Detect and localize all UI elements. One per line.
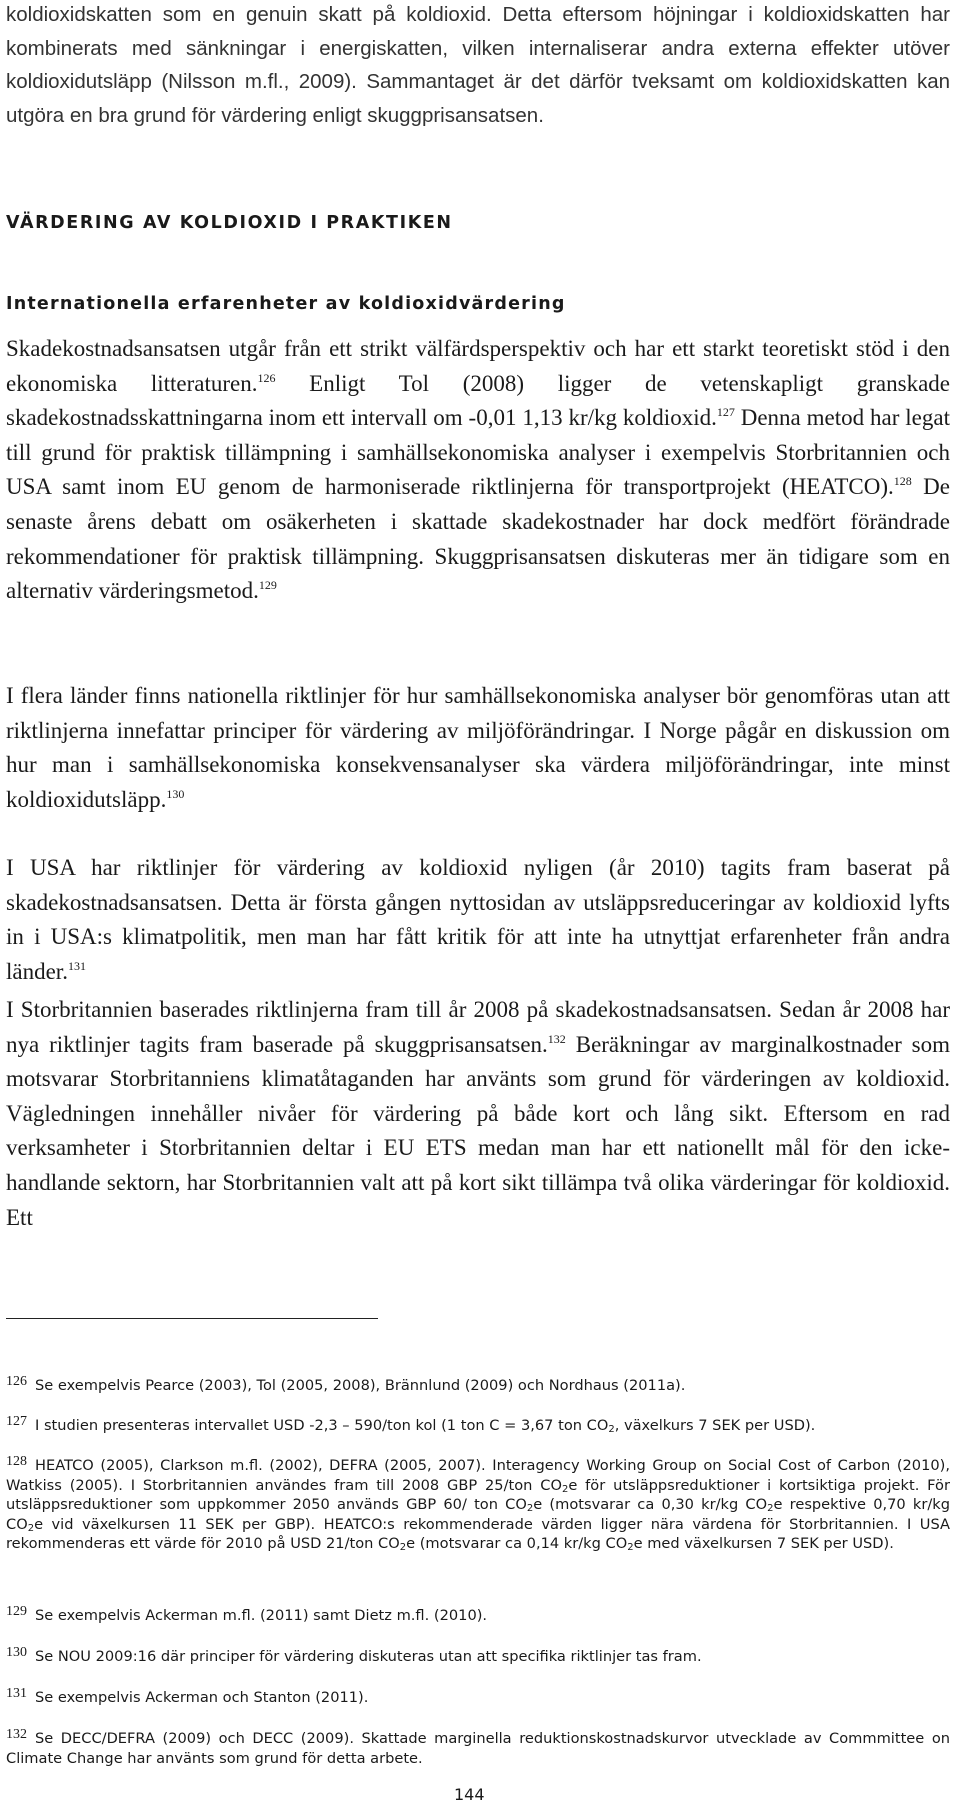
footnote-number: 132 (6, 1727, 27, 1742)
subscript: 2 (561, 1483, 569, 1495)
footnote-126 (6, 1376, 950, 1396)
body-paragraph-2 (6, 679, 950, 817)
subscript: 2 (526, 1503, 534, 1514)
footnote-131 (6, 1688, 950, 1708)
footnote-text: , växelkurs 7 SEK per USD). (614, 1417, 816, 1434)
footnote-130 (6, 1647, 950, 1667)
footnote-text: Se NOU 2009:16 där principer för värdering diskuteras utan att specifika riktlinjer tas fram. (35, 1648, 702, 1665)
body-paragraph-3 (6, 851, 950, 989)
footnote-number: 129 (6, 1604, 27, 1619)
body-paragraph-4 (6, 993, 950, 1235)
text-span: De senaste årens debatt om osäkerheten i skattade skadekostnader har dock medfört förändrade rekommendationer för praktisk tillämpning. Skuggprisansatsen diskuteras mer än tidigare som en alternativ värderingsmetod. (6, 474, 950, 604)
text-span: Enligt Tol (2008) ligger de vetenskapligt granskade skadekostnadsskattningarna inom ett intervall om -0,01 1,13 kr/kg koldioxid. (6, 370, 950, 431)
subsection-heading: Internationella erfarenheter av koldioxidvärdering (6, 294, 566, 314)
footnote-129 (6, 1606, 950, 1626)
text-span: I flera länder finns nationella riktlinjer för hur samhällsekonomiska analyser bör genomföras utan att riktlinjerna innefattar principer för värdering av miljöförändringar. I Norge pågår en diskussion om hur man i samhällsekonomiska konsekvensanalyser ska värdera miljöförändringar, inte minst koldioxidutsläpp. (6, 683, 950, 812)
footnote-text: Se exempelvis Ackerman m.fl. (2011) samt Dietz m.fl. (2010). (35, 1607, 488, 1624)
footnote-number: 128 (6, 1454, 27, 1469)
footnote-ref[interactable]: 131 (67, 958, 86, 973)
footnote-ref[interactable]: 129 (258, 578, 277, 593)
text-span: Denna metod har legat till grund för praktisk tillämpning i samhällsekonomiska analyser i exempelvis Storbritannien och USA samt inom EU genom de harmoniserade riktlinjerna för transportprojekt (HEATCO). (6, 405, 950, 500)
footnote-ref[interactable]: 128 (893, 474, 912, 489)
footnote-number: 126 (6, 1374, 27, 1389)
footnote-text: e vid växelkursen 11 SEK per GBP). HEATCO:s rekommenderade värden ligger nära värdena för Storbritannien. I USA rekommenderas ett värde för 2010 på USD 21/ton CO (6, 1515, 950, 1552)
intro-text: koldioxidskatten som en genuin skatt på koldioxid. Detta eftersom höjningar i koldioxidskatten har kombinerats med sänkningar i energiskatten, vilken internaliserar andra externa effekter utöver koldioxidutsläpp (Nilsson m.fl., 2009). Sammantaget är det därför tveksamt om koldioxidskatten kan utgöra en bra grund för värdering enligt skuggprisansatsen. (6, 3, 950, 127)
text-span: I Storbritannien baserades riktlinjerna fram till år 2008 på skadekostnadsansatsen. Sedan år 2008 har nya riktlinjer tagits fram baserade på skuggprisansatsen. (6, 997, 950, 1057)
footnote-number: 131 (6, 1686, 27, 1701)
footnote-text: e med växelkursen 7 SEK per USD). (633, 1535, 894, 1552)
text-span: Skadekostnadsansatsen utgår från ett strikt välfärdsperspektiv och har ett starkt teoretiskt stöd i den ekonomiska litteraturen. (6, 336, 950, 396)
footnote-text: e (motsvarar ca 0,14 kr/kg CO (406, 1535, 628, 1552)
footnote-text: I studien presenteras intervallet USD -2,3 – 590/ton kol (1 ton C = 3,67 ton CO (35, 1417, 609, 1434)
footnote-number: 127 (6, 1414, 27, 1429)
intro-paragraph (6, 0, 950, 132)
subscript: 2 (767, 1503, 774, 1514)
footnote-text: e respektive 0,70 kr/kg CO (6, 1496, 950, 1533)
footnote-text: e (motsvarar ca 0,30 kr/kg CO (533, 1496, 768, 1513)
footnote-128 (6, 1456, 950, 1554)
subscript: 2 (27, 1522, 35, 1534)
page-number: 144 (454, 1785, 485, 1804)
footnote-text: HEATCO (2005), Clarkson m.fl. (2002), DEFRA (2005, 2007). Interagency Working Group on Social Cost of Carbon (2010), Watkiss (2005). I Storbritannien användes fram till 2008 GBP 25/ton CO (6, 1457, 950, 1494)
footnote-ref[interactable]: 126 (257, 370, 276, 385)
footnote-132 (6, 1729, 950, 1768)
footnote-text: Se exempelvis Ackerman och Stanton (2011). (35, 1689, 369, 1706)
text-span: I USA har riktlinjer för värdering av koldioxid nyligen (år 2010) tagits fram baserat på skadekostnadsansatsen. Detta är första gången nyttosidan av utsläppsreduceringar av koldioxid lyfts in i USA:s klimatpolitik, men man har fått kritik för att inte ha utnyttjat erfarenheter från andra länder. (6, 855, 950, 984)
footnote-number: 130 (6, 1645, 27, 1660)
footnote-ref[interactable]: 132 (547, 1031, 566, 1046)
text-span: Beräkningar av marginalkostnader som motsvarar Storbritanniens klimatåtaganden har använts som grund för värderingen av koldioxid. Vägledningen innehåller nivåer för värdering på både kort och lång sikt. Eftersom en rad verksamheter i Storbritannien deltar i EU ETS medan man har ett nationellt mål för den icke-handlande sektorn, har Storbritannien valt att på kort sikt tillämpa två olika värderingar för koldioxid. Ett (6, 1031, 950, 1230)
footnote-divider (6, 1318, 378, 1319)
footnote-ref[interactable]: 130 (166, 786, 185, 801)
footnote-text: Se DECC/DEFRA (2009) och DECC (2009). Skattade marginella reduktionskostnadskurvor utvecklade av Commmittee on Climate Change har använts som grund för detta arbete. (6, 1730, 950, 1767)
section-heading: VÄRDERING AV KOLDIOXID I PRAKTIKEN (6, 213, 453, 233)
footnote-text: e för utsläppsreduktioner i kortsiktiga projekt. För utsläppsreduktioner som uppkommer 2050 används GBP 60/ ton CO (6, 1476, 950, 1513)
footnote-text: Se exempelvis Pearce (2003), Tol (2005, 2008), Brännlund (2009) och Nordhaus (2011a). (35, 1377, 686, 1394)
footnote-127 (6, 1416, 950, 1436)
body-paragraph-1 (6, 332, 950, 609)
footnote-ref[interactable]: 127 (716, 405, 735, 420)
subscript: 2 (399, 1542, 407, 1553)
subscript: 2 (627, 1542, 634, 1553)
subscript: 2 (608, 1424, 615, 1435)
